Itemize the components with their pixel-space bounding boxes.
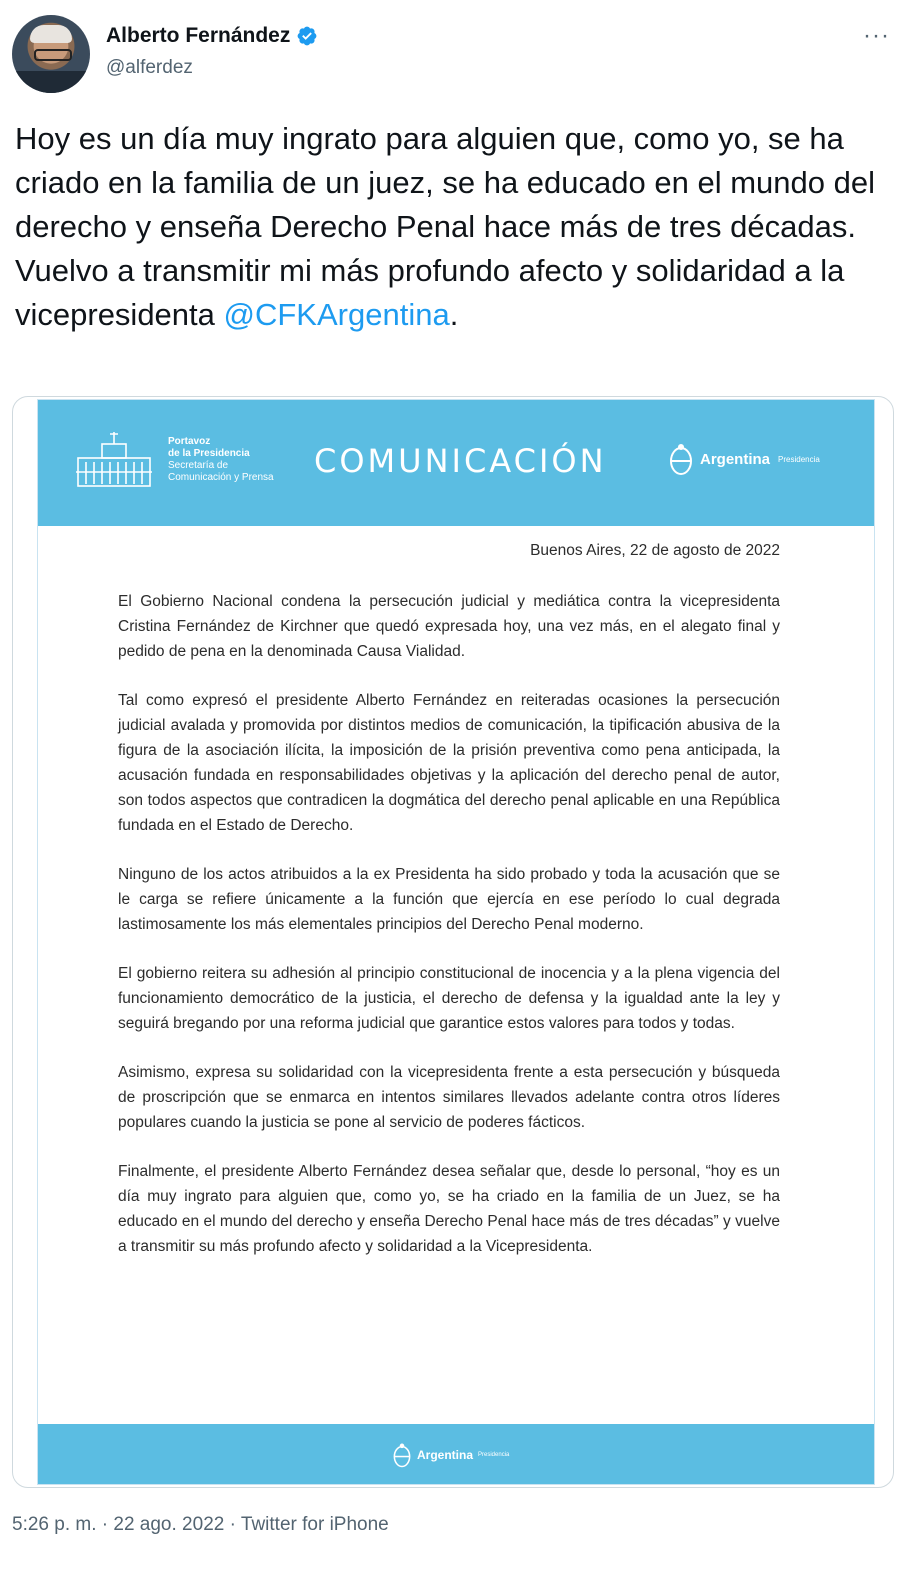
author-handle[interactable]: @alferdez <box>106 57 193 78</box>
document-paragraph: Asimismo, expresa su solidaridad con la vicepresidenta frente a esta persecución y búsqueda de proscripción que se enmarca en intentos similares llevados adelante contra otros líderes populares cuando la justicia se pone al servicio de poderes fácticos. <box>118 1064 780 1131</box>
footer-logo-word: Argentina <box>417 1448 474 1462</box>
document-date: Buenos Aires, 22 de agosto de 2022 <box>530 542 780 559</box>
portavoz-line: Portavoz <box>168 436 211 447</box>
document-paragraph: Ninguno de los actos atribuidos a la ex Presidenta ha sido probado y toda la acusación que se le carga se refiere únicamente a la función que ejercía en ese período lo cual degrada lastimosamente los más elementales principios del Derecho Penal moderno. <box>118 866 780 933</box>
document-paragraph: Finalmente, el presidente Alberto Fernández desea señalar que, desde lo personal, “hoy es un día muy ingrato para alguien que, como yo, se ha criado en la familia de un Juez, se ha educado en el mundo del derecho y enseña Derecho Penal hace más de tres décadas” y vuelve a transmitir su más profundo afecto y solidaridad a la Vicepresidenta. <box>118 1163 780 1255</box>
footer-argentina-logo <box>392 1442 509 1468</box>
document-paragraph: Tal como expresó el presidente Alberto Fernández en reiteradas ocasiones la persecución judicial avalada y promovida por distintos medios de comunicación, la tipificación abusiva de la figura de la asociación ilícita, la imposición de la prisión preventiva como pena anticipada, la acusación fundada en responsabilidades objetivas y la aplicación del derecho penal de autor, son todos aspectos que contradicen la dogmática del derecho penal aplicable en una República fundada en el Estado de Derecho. <box>118 692 780 834</box>
document-paragraph: El gobierno reitera su adhesión al principio constitucional de inocencia y a la plena vigencia del funcionamiento democrático de la justicia, el derecho de defensa y la igualdad ante la ley y seguirá bregando por una reforma judicial que garantice estos valores para todos y todas. <box>118 965 780 1032</box>
tweet-time[interactable]: 5:26 p. m. <box>12 1514 97 1535</box>
author-name[interactable]: Alberto Fernández <box>106 24 291 47</box>
argentina-logo-word: Argentina <box>700 450 771 468</box>
tweet-metadata <box>12 1514 389 1536</box>
tweet-body: Hoy es un día muy ingrato para alguien que, como yo, se ha criado en la familia de un juez, se ha educado en el mundo del derecho y enseña Derecho Penal hace más de tres décadas. Vuelvo a transmitir mi más profundo afecto y solidaridad a la vicepresidenta <box>15 121 875 332</box>
document-body <box>118 538 780 1283</box>
footer-coat-of-arms-icon <box>392 1442 412 1468</box>
avatar[interactable] <box>12 15 90 93</box>
more-options-icon[interactable]: ··· <box>863 22 890 49</box>
argentina-logo-small: Presidencia <box>778 454 820 464</box>
tweet-text <box>15 117 895 337</box>
document-paragraph: El Gobierno Nacional condena la persecución judicial y mediática contra la vicepresidenta Cristina Fernández de Kirchner que quedó expresada hoy, una vez más, en el alegato final y pedido de pena en la denominada Causa Vialidad. <box>118 593 780 660</box>
tweet-date[interactable]: 22 ago. 2022 <box>113 1514 225 1535</box>
meta-separator: · <box>224 1514 241 1535</box>
document-header <box>38 400 874 526</box>
document-title: COMUNICACIÓN <box>314 442 607 480</box>
footer-logo-small: Presidencia <box>478 1452 510 1458</box>
portavoz-line: Comunicación y Prensa <box>168 472 274 483</box>
argentina-logo <box>668 442 820 476</box>
portavoz-text <box>168 436 298 484</box>
avatar-hair <box>30 25 72 43</box>
media-attachment[interactable] <box>12 396 894 1488</box>
coat-of-arms-icon <box>668 442 694 476</box>
mention-link[interactable]: @CFKArgentina <box>223 297 450 332</box>
press-release-document <box>37 399 875 1485</box>
portavoz-line: Secretaría de <box>168 460 229 471</box>
avatar-suit <box>12 71 90 93</box>
verified-badge-icon <box>296 25 318 47</box>
tweet-trailing: . <box>449 297 459 332</box>
document-footer <box>38 1424 874 1484</box>
portavoz-line: de la Presidencia <box>168 448 250 459</box>
tweet-source[interactable]: Twitter for iPhone <box>240 1514 389 1535</box>
meta-separator: · <box>96 1514 114 1535</box>
avatar-glasses <box>34 49 72 61</box>
casa-rosada-icon <box>74 428 154 490</box>
author-name-row[interactable] <box>106 24 318 48</box>
